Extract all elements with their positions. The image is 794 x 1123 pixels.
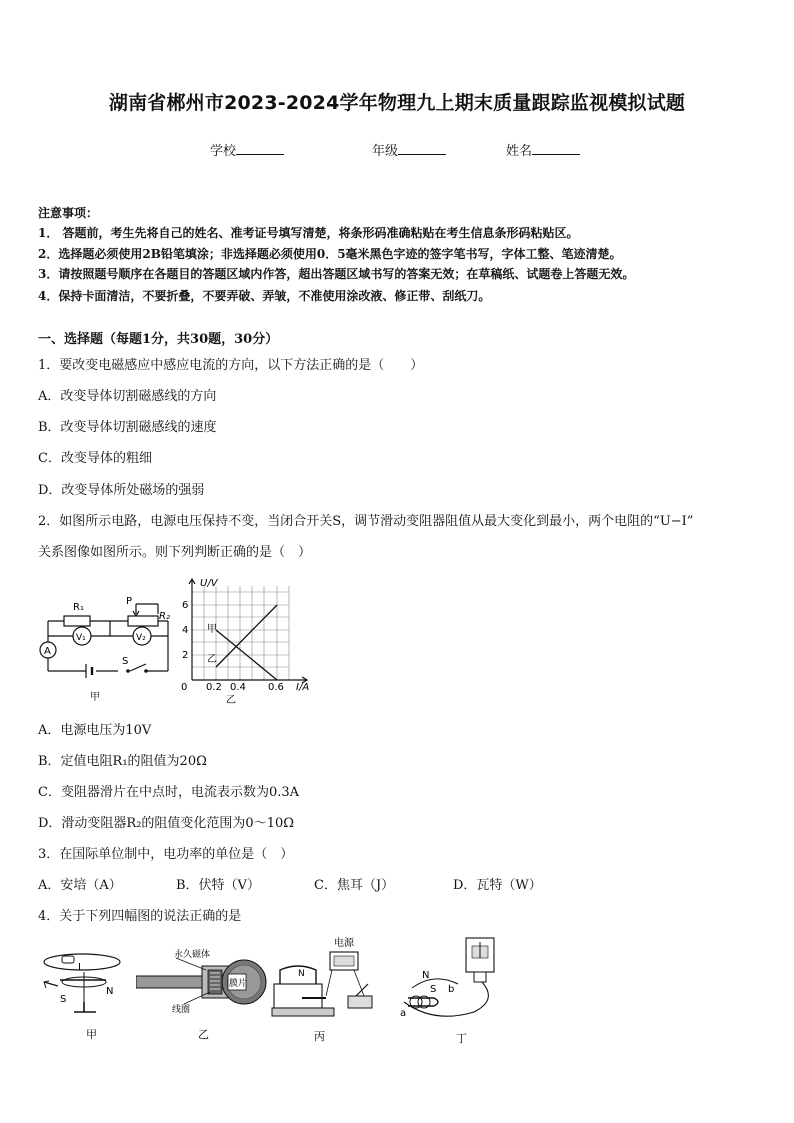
q3-option-a: A．安培（A） [38, 878, 122, 893]
r2-label: R₂ [159, 611, 170, 622]
bing-power-label: 电源 [334, 938, 354, 949]
p-label: P [126, 596, 133, 607]
q4-fig-bing [268, 932, 386, 1042]
q3-option-b: B．伏特（V） [176, 878, 260, 893]
bing-n-label: N [298, 969, 305, 979]
q2-stem-line1: 2．如图所示电路，电源电压保持不变，当闭合开关S，调节滑动变阻器阻值从最大变化到最小，两个电阻的“U−I” [38, 514, 694, 529]
notice-item: 1． 答题前，考生先将自己的姓名、准考证号填写清楚，将条形码准确粘贴在考生信息条形码粘贴区。 [38, 226, 579, 240]
y-tick-label: 2 [182, 650, 189, 661]
jia-s-label: S [60, 994, 67, 1005]
jia-i-label: I [78, 962, 81, 973]
y-axis-label: U/V [200, 578, 218, 589]
ding-b-label: b [448, 984, 455, 995]
jia-n-label: N [106, 986, 114, 997]
x-tick-label: 0.2 [206, 682, 222, 693]
q1-stem: 1．要改变电磁感应中感应电流的方向，以下方法正确的是（ ） [38, 358, 424, 373]
switch-label: S [122, 656, 129, 667]
q2-stem-line2: 关系图像如图所示。则下列判断正确的是（ ） [38, 545, 312, 560]
notice-item: 4．保持卡面清洁，不要折叠，不要弄破、弄皱，不准使用涂改液、修正带、刮纸刀。 [38, 289, 491, 303]
page-title: 湖南省郴州市2023-2024学年物理九上期末质量跟踪监视模拟试题 [108, 92, 686, 114]
q4-fig-yi [136, 946, 270, 1042]
q1-option-d: D．改变导体所处磁场的强弱 [38, 483, 205, 498]
bing-caption: 丙 [314, 1030, 325, 1042]
ding-caption: 丁 [456, 1032, 467, 1044]
ding-s-label: S [430, 984, 437, 995]
q4-stem: 4．关于下列四幅图的说法正确的是 [38, 909, 242, 924]
notice-heading: 注意事项： [38, 206, 99, 220]
q2-option-b: B．定值电阻R₁的阻值为20Ω [38, 754, 207, 769]
notice-item: 3．请按照题号顺序在各题目的答题区域内作答，超出答题区域书写的答案无效；在草稿纸、试题卷上答题无效。 [38, 267, 635, 281]
r1-label: R₁ [73, 602, 84, 613]
notice-item: 2．选择题必须使用2B铅笔填涂；非选择题必须使用0．5毫米黑色字迹的签字笔书写，字体工整、笔迹清楚。 [38, 247, 622, 261]
ding-a-label: a [400, 1008, 407, 1019]
origin-label: 0 [181, 682, 188, 693]
ding-n-label: N [422, 970, 430, 981]
q2-option-c: C．变阻器滑片在中点时，电流表示数为0.3A [38, 785, 300, 800]
q1-option-b: B．改变导体切割磁感线的速度 [38, 420, 217, 435]
section-heading: 一、选择题（每题1分，共30题，30分） [38, 332, 279, 347]
jia-caption: 甲 [86, 1028, 97, 1040]
v1-label: V₁ [76, 633, 86, 643]
v2-label: V₂ [136, 633, 146, 643]
q2-option-a: A．电源电压为10V [38, 723, 152, 738]
name-field: 姓名 [506, 140, 580, 159]
q3-stem: 3．在国际单位制中，电功率的单位是（ ） [38, 847, 294, 862]
line-yi-label: 乙 [207, 654, 217, 665]
q3-option-c: C．焦耳（J） [314, 878, 395, 893]
q3-option-d: D．瓦特（W） [453, 878, 542, 893]
r1-resistor [64, 616, 90, 626]
x-tick-label: 0.4 [230, 682, 246, 693]
q2-circuit-diagram [38, 592, 178, 702]
ammeter-label: A [44, 646, 51, 657]
graph-caption: 乙 [226, 695, 236, 704]
x-tick-label: 0.6 [268, 682, 284, 693]
line-jia [216, 605, 277, 667]
yi-magnet-label: 永久磁体 [174, 950, 211, 960]
y-tick-label: 4 [182, 625, 189, 636]
q4-fig-ding [394, 932, 504, 1044]
r2-rheostat [128, 616, 158, 626]
q4-fig-jia [40, 942, 126, 1040]
circuit-caption: 甲 [90, 692, 100, 702]
grade-field: 年级 [372, 140, 446, 159]
line-jia-label: 甲 [207, 624, 217, 635]
q2-option-d: D．滑动变阻器R₂的阻值变化范围为0～10Ω [38, 816, 295, 831]
x-axis-label: I/A [296, 682, 310, 693]
q2-ui-graph [180, 576, 325, 704]
yi-caption: 乙 [198, 1028, 209, 1041]
q1-option-a: A．改变导体切割磁感线的方向 [38, 389, 217, 404]
q1-option-c: C．改变导体的粗细 [38, 451, 152, 466]
y-tick-label: 6 [182, 600, 189, 611]
school-field: 学校 [210, 140, 284, 159]
yi-coil-label: 线圈 [172, 1005, 191, 1015]
yi-membrane-label: 膜片 [229, 979, 248, 989]
